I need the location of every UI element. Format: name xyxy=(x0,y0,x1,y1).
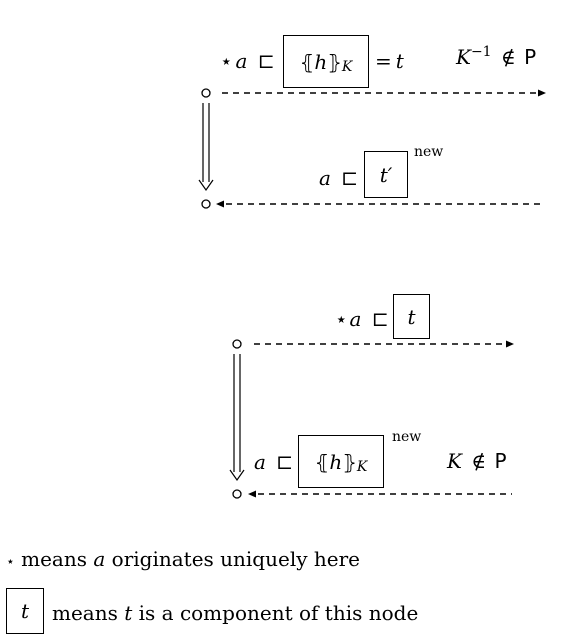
legend-box-var2: t xyxy=(124,601,133,625)
sqsubset-symbol: ⊏ xyxy=(341,166,359,190)
legend-box-var: t xyxy=(20,599,30,623)
node-bottom-2 xyxy=(233,490,241,498)
legend-component-box xyxy=(6,588,44,634)
legend-star-var: a xyxy=(93,547,106,571)
var-t: t xyxy=(407,304,416,329)
component-box-t-prime xyxy=(364,151,408,198)
arrowhead-bottom-out xyxy=(506,341,514,348)
node-bottom-1 xyxy=(233,340,241,348)
double-arrowhead-bottom xyxy=(230,470,244,480)
var-h: h xyxy=(329,449,343,474)
var-K: K xyxy=(447,449,462,473)
key-subscript: K xyxy=(341,58,353,75)
top-receive-prefix xyxy=(319,168,358,188)
arrowhead-bottom-in xyxy=(248,491,256,498)
bottom-receive-prefix xyxy=(254,452,293,472)
component-box-top-encryption xyxy=(283,35,369,88)
arrowhead-top-out xyxy=(538,90,546,97)
var-K: K xyxy=(456,45,471,69)
component-box-t xyxy=(393,294,430,339)
legend-box-text-after: is a component of this node xyxy=(138,601,419,625)
legend-star-symbol: ⋆ xyxy=(6,554,15,570)
brace-close: ⦄ xyxy=(327,49,342,74)
inverse-superscript: −1 xyxy=(470,44,492,60)
legend-star-text-before: means xyxy=(21,547,87,571)
var-a: a xyxy=(319,166,331,190)
notin-symbol: ∉ xyxy=(500,45,516,69)
brace-open: ⦃ xyxy=(314,449,330,474)
legend-star xyxy=(6,549,360,569)
brace-open: ⦃ xyxy=(299,49,315,74)
top-send-prefix xyxy=(220,51,275,71)
brace-close: ⦄ xyxy=(342,449,357,474)
top-send-suffix xyxy=(375,51,404,71)
notin-symbol: ∉ xyxy=(471,449,487,473)
legend-star-text-after: originates uniquely here xyxy=(111,547,360,571)
star-marker: ⋆ xyxy=(220,49,233,73)
new-label-top: new xyxy=(414,144,444,160)
equals-symbol: = xyxy=(375,49,392,73)
top-key-condition xyxy=(456,44,537,69)
star-marker: ⋆ xyxy=(335,307,348,331)
legend-box-text-before: means xyxy=(52,601,118,625)
arrowhead-top-in xyxy=(216,201,224,208)
component-box-bottom-encryption xyxy=(298,435,384,488)
double-arrowhead-top xyxy=(199,180,213,190)
node-top-1 xyxy=(202,89,210,97)
var-t-prime: t′ xyxy=(379,162,393,187)
sqsubset-symbol: ⊏ xyxy=(371,307,389,331)
var-a: a xyxy=(235,49,248,73)
var-a: a xyxy=(349,307,362,331)
bottom-send-prefix xyxy=(335,309,389,329)
sqsubset-symbol: ⊏ xyxy=(276,450,294,474)
bottom-key-condition xyxy=(447,451,507,471)
legend-box-description xyxy=(52,603,418,623)
var-t: t xyxy=(395,49,404,73)
new-label-bottom: new xyxy=(392,429,422,445)
var-a: a xyxy=(254,450,266,474)
var-P: P xyxy=(524,45,537,69)
key-subscript: K xyxy=(356,458,368,475)
var-h: h xyxy=(314,49,328,74)
var-P: P xyxy=(494,449,507,473)
sqsubset-symbol: ⊏ xyxy=(257,49,275,73)
node-top-2 xyxy=(202,200,210,208)
